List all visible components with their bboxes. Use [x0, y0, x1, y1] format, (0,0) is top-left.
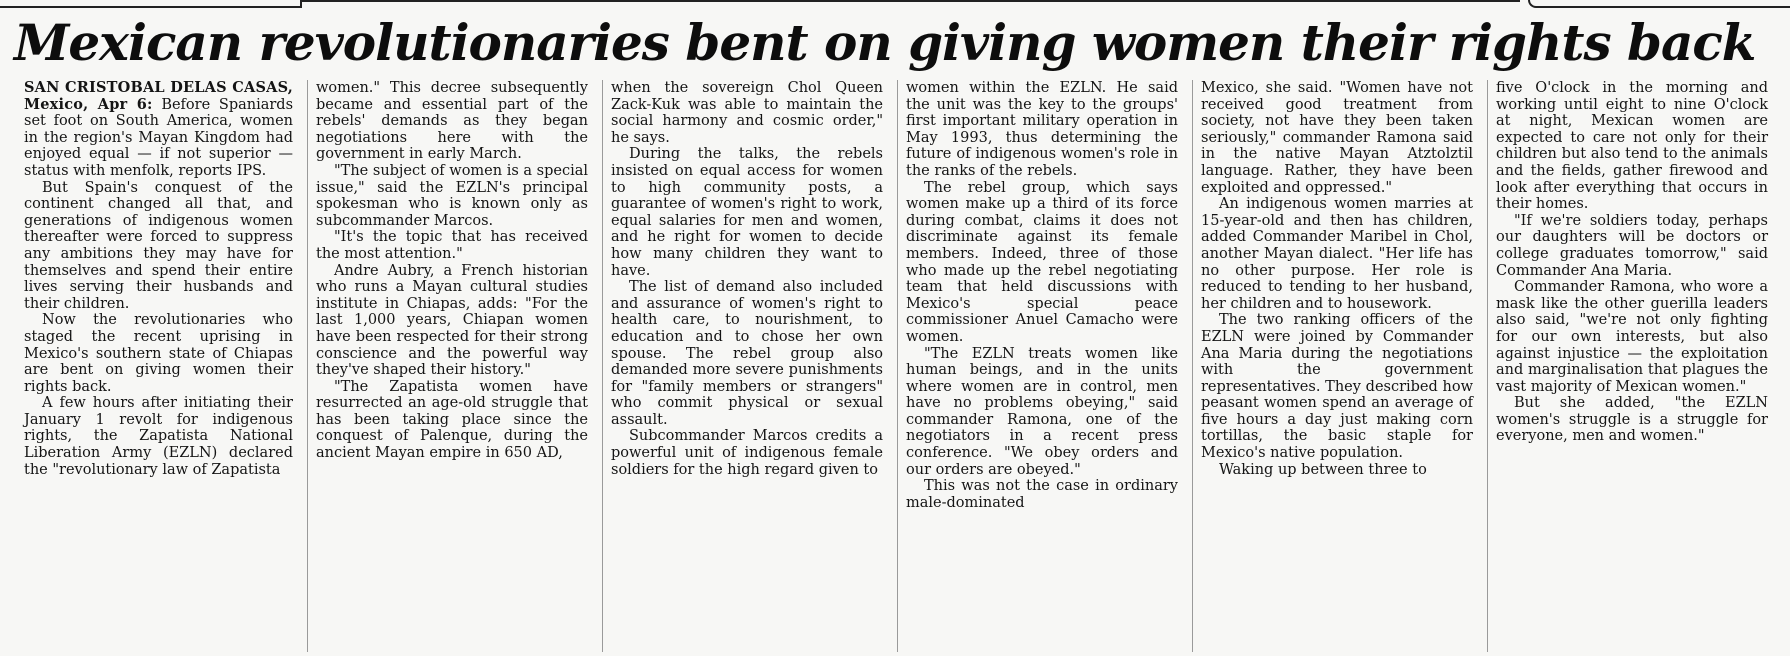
article-column-2 [307, 80, 602, 652]
continued-paragraph: Mexico, she said. "Women have not received good treatment from society, not have they been taken seriously," commander Ramona said in the native Mayan Atztolztil language. Rather, they have been exploited and oppressed." [1201, 80, 1473, 196]
article-paragraph: The rebel group, which says women make up a third of its force during combat, claims it does not discriminate against its female members. Indeed, three of those who made up the rebel negotiating team that held discussions with Mexico's special peace commissioner Anuel Camacho were women. [906, 179, 1178, 345]
article-paragraph: "The subject of women is a special issue," said the EZLN's principal spokesman who is known only as subcommander Marcos. [316, 162, 588, 229]
article-paragraph: Now the revolutionaries who staged the recent uprising in Mexico's southern state of Chiapas are bent on giving women their rights back. [24, 312, 293, 395]
article-headline: Mexican revolutionaries bent on giving women their rights back [14, 13, 1756, 72]
article-paragraph: But she added, "the EZLN women's struggle is a struggle for everyone, men and women." [1496, 395, 1768, 445]
article-paragraph: Andre Aubry, a French historian who runs a Mayan cultural studies institute in Chiapas, adds: "For the last 1,000 years, Chiapan women have been respected for their strong conscience and the powerful way they've shaped their history." [316, 262, 588, 379]
continued-paragraph: when the sovereign Chol Queen Zack-Kuk was able to maintain the social harmony and cosmic order," he says. [611, 80, 883, 146]
dateline-paragraph [24, 80, 293, 180]
top-rule-middle-segment [300, 0, 1520, 2]
article-column-4 [897, 80, 1192, 652]
article-paragraph: During the talks, the rebels insisted on equal access for women to high community posts, a guarantee of women's right to work, equal salaries for men and women, and he right for women to decide how many children they want to have. [611, 146, 883, 279]
article-paragraph: A few hours after initiating their January 1 revolt for indigenous rights, the Zapatista National Liberation Army (EZLN) declared the "revolutionary law of Zapatista [24, 395, 293, 478]
article-paragraph: Waking up between three to [1219, 461, 1427, 478]
article-paragraph: "The Zapatista women have resurrected an age-old struggle that has been taking place since the conquest of Palenque, during the ancient Mayan empire in 650 AD, [316, 378, 588, 462]
lead-text: Before Spaniards set foot on South America, women in the region's Mayan Kingdom had enjoyed equal — if not superior — status with menfolk, reports IPS. [24, 96, 294, 179]
continued-paragraph: five O'clock in the morning and working until eight to nine O'clock at night, Mexican women are expected to care not only for their children but also tend to the animals and the fields, gather firewood and look after everything that occurs in their homes. [1496, 80, 1768, 213]
article-paragraph: An indigenous women marries at 15-year-old and then has children, added Commander Maribel in Chol, another Mayan dialect. "Her life has no other purpose. Her role is reduced to tending to her husband, her children and to housework. [1201, 196, 1473, 312]
article-body [12, 80, 1782, 652]
top-rule-right-segment [1528, 0, 1790, 8]
article-column-1 [12, 80, 307, 652]
continued-paragraph: women." This decree subsequently became and essential part of the rebels' demands as they began negotiations here with the government in early March. [316, 80, 588, 163]
article-paragraph: The two ranking officers of the EZLN were joined by Commander Ana Maria during the negotiations with the government representatives. They described how peasant women spend an average of five hours a day just making corn tortillas, the basic staple for Mexico's native population. [1201, 312, 1473, 462]
article-paragraph: "The EZLN treats women like human beings, and in the units where women are in control, men have no problems obeying," said commander Ramona, one of the negotiators in a recent press conference. "We obey orders and our orders are obeyed." [906, 345, 1178, 478]
article-paragraph: Commander Ramona, who wore a mask like the other guerilla leaders also said, "we're not only fighting for our own interests, but also against injustice — the exploitation and marginalisation that plagues the vast majority of Mexican women." [1496, 279, 1768, 395]
top-rule-left-segment [0, 0, 302, 8]
article-paragraph: The list of demand also included and assurance of women's right to health care, to nourishment, to education and to chose her own spouse. The rebel group also demanded more severe punishments for "family members or strangers" who commit physical or sexual assault. [611, 279, 883, 428]
continued-paragraph: women within the EZLN. He said the unit was the key to the groups' first important military operation in May 1993, thus determining the future of indigenous women's role in the ranks of the rebels. [906, 80, 1178, 179]
article-column-3 [602, 80, 897, 652]
article-column-5 [1192, 80, 1487, 652]
article-column-6 [1487, 80, 1782, 652]
top-border-rule [0, 0, 1790, 8]
article-paragraph: Subcommander Marcos credits a powerful unit of indigenous female soldiers for the high regard given to [611, 428, 883, 478]
article-paragraph: But Spain's conquest of the continent changed all that, and generations of indigenous women thereafter were forced to suppress any ambitions they may have for themselves and spend their entire lives serving their husbands and their children. [24, 179, 293, 312]
article-paragraph: "It's the topic that has received the most attention." [316, 229, 588, 262]
article-paragraph: "If we're soldiers today, perhaps our daughters will be doctors or college graduates tomorrow," said Commander Ana Maria. [1496, 212, 1768, 279]
dateline: SAN CRISTOBAL DELAS CASAS, Mexico, Apr 6: [24, 80, 293, 113]
article-paragraph: This was not the case in ordinary male-dominated [906, 478, 1178, 511]
